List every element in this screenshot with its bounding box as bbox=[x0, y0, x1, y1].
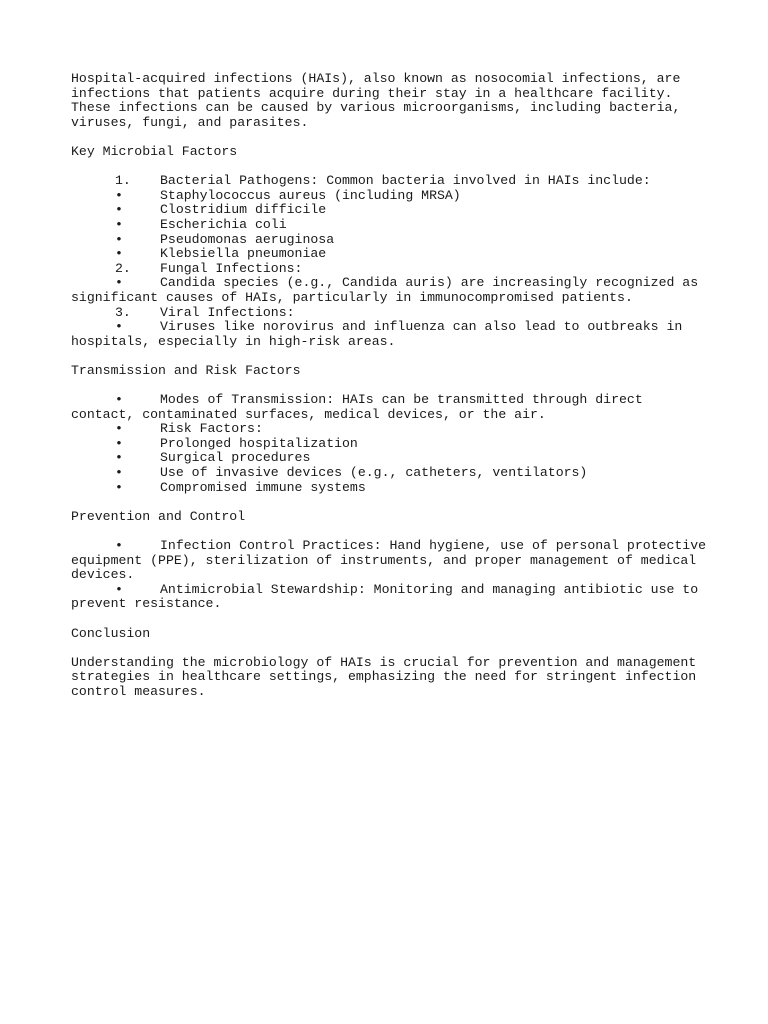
bullet-marker: • bbox=[115, 538, 123, 553]
list-item bbox=[71, 306, 711, 321]
list-item-text: Clostridium difficile bbox=[160, 202, 327, 218]
bullet-marker: • bbox=[115, 450, 123, 466]
conclusion-paragraph: Understanding the microbiology of HAIs is crucial for prevention and management strategies in healthcare settings, emphasizing the need for stringent infection control measures. bbox=[71, 654, 705, 699]
bullet-marker: • bbox=[115, 435, 123, 451]
list-item-text: Candida species (e.g., Candida auris) are increasingly recognized as significant causes of HAIs, particularly in immunocompromised patients. bbox=[71, 275, 707, 305]
list-item-text: Viral Infections: bbox=[160, 304, 295, 320]
list-item-text: Bacterial Pathogens: Common bacteria involved in HAIs include: bbox=[160, 173, 651, 189]
list-item bbox=[71, 437, 711, 452]
list-item bbox=[71, 538, 714, 583]
list-marker: 2. bbox=[115, 260, 131, 276]
list-item-text: Escherichia coli bbox=[160, 216, 287, 232]
list-item-text: Antimicrobial Stewardship: Monitoring and managing antibiotic use to prevent resistance. bbox=[71, 581, 707, 612]
bullet-marker: • bbox=[115, 319, 123, 335]
list-item bbox=[71, 393, 711, 422]
list-item bbox=[71, 466, 711, 481]
list-item bbox=[71, 481, 711, 496]
bullet-marker: • bbox=[115, 246, 123, 262]
bullet-marker: • bbox=[115, 479, 123, 495]
section-heading-transmission-risk: Transmission and Risk Factors bbox=[71, 362, 301, 378]
intro-paragraph: Hospital-acquired infections (HAIs), also known as nosocomial infections, are infections that patients acquire during their stay in a healthcare facility. These infections can be caused by various microorganisms, including bacteria, viruses, fungi, and parasites. bbox=[71, 71, 689, 130]
bullet-marker: • bbox=[115, 231, 123, 247]
list-item-text: Viruses like norovirus and influenza can also lead to outbreaks in hospitals, especially in high-risk areas. bbox=[71, 319, 691, 349]
list-item bbox=[71, 247, 711, 262]
list-item bbox=[71, 320, 711, 349]
section-heading-prevention-control: Prevention and Control bbox=[71, 508, 246, 524]
list-item bbox=[71, 218, 711, 233]
list-item bbox=[71, 422, 711, 437]
transmission-risk-list bbox=[71, 393, 711, 495]
bullet-marker: • bbox=[115, 187, 123, 203]
list-item-text: Surgical procedures bbox=[160, 450, 311, 466]
list-item-text: Risk Factors: bbox=[160, 421, 263, 437]
list-item-text: Prolonged hospitalization bbox=[160, 435, 358, 451]
list-marker: 1. bbox=[115, 173, 131, 189]
list-item bbox=[71, 233, 711, 248]
list-item bbox=[71, 583, 711, 612]
list-item-text: Fungal Infections: bbox=[160, 260, 303, 276]
section-heading-key-microbial-factors: Key Microbial Factors bbox=[71, 143, 238, 159]
list-item bbox=[71, 451, 711, 466]
bullet-marker: • bbox=[115, 581, 123, 597]
microbial-factors-list bbox=[71, 174, 711, 349]
section-heading-conclusion: Conclusion bbox=[71, 625, 151, 641]
bullet-marker: • bbox=[115, 392, 123, 408]
list-item-text: Pseudomonas aeruginosa bbox=[160, 231, 335, 247]
bullet-marker: • bbox=[115, 216, 123, 232]
list-item-text: Use of invasive devices (e.g., catheters, ventilators) bbox=[160, 465, 588, 481]
document-page bbox=[71, 71, 714, 714]
prevention-control-list bbox=[71, 538, 714, 612]
list-item-text: Modes of Transmission: HAIs can be transmitted through direct contact, contaminated surfaces, medical devices, or the air. bbox=[71, 392, 651, 422]
list-item bbox=[71, 203, 711, 218]
list-item bbox=[71, 189, 711, 204]
list-item-text: Compromised immune systems bbox=[160, 479, 366, 495]
list-item bbox=[71, 262, 711, 277]
list-marker: 3. bbox=[115, 304, 131, 320]
list-item bbox=[71, 276, 711, 305]
list-item-text: Staphylococcus aureus (including MRSA) bbox=[160, 187, 461, 203]
list-item-text: Klebsiella pneumoniae bbox=[160, 246, 327, 262]
bullet-marker: • bbox=[115, 421, 123, 437]
bullet-marker: • bbox=[115, 275, 123, 291]
list-item-text: Infection Control Practices: Hand hygiene, use of personal protective equipment (PPE), sterilization of instruments, and proper management of medical devices. bbox=[71, 538, 714, 583]
bullet-marker: • bbox=[115, 465, 123, 481]
bullet-marker: • bbox=[115, 202, 123, 218]
list-item bbox=[71, 174, 711, 189]
